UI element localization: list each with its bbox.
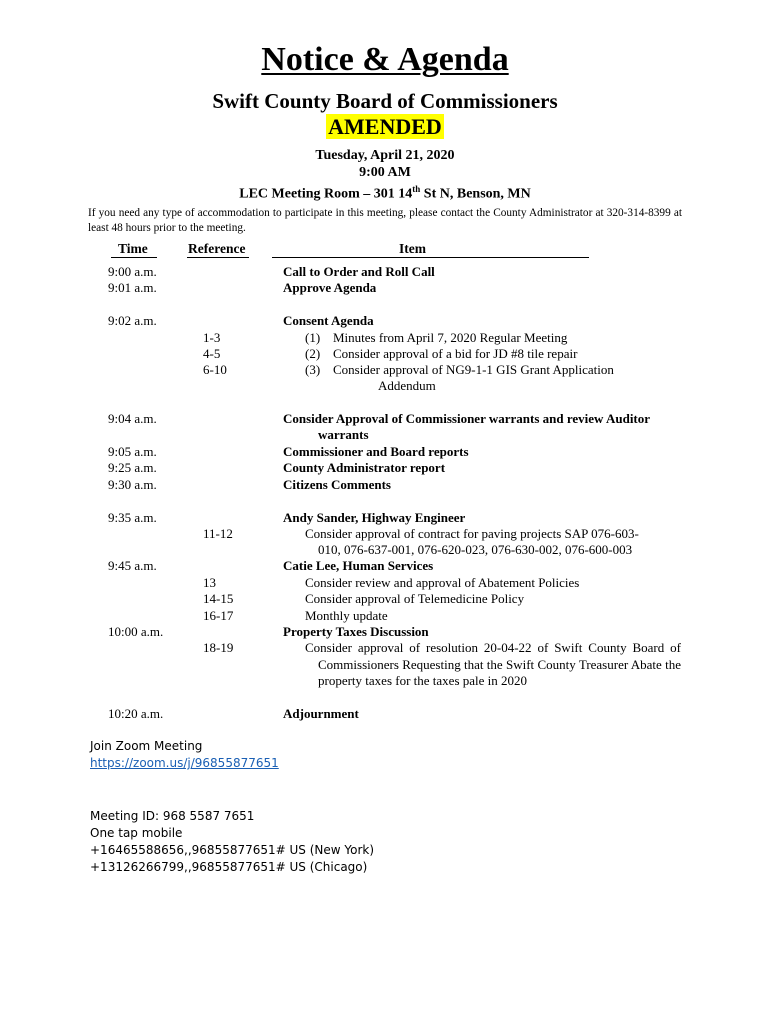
reference-number: 14-15 — [203, 591, 234, 606]
accommodation-notice: If you need any type of accommodation to participate in this meeting, please contact the County Administrator at 320-314-8399 at least 48 hours prior to the meeting. — [88, 207, 682, 234]
location-text-end: St N, Benson, MN — [420, 186, 531, 202]
reference-number: 18-19 — [203, 640, 234, 655]
page-title: Notice & Agenda — [261, 41, 509, 78]
highway-subitem-continued — [283, 542, 681, 559]
zoom-phone-new-york: +16465588656,,96855877651# US (New York) — [90, 843, 375, 857]
zoom-meeting-link[interactable]: https://zoom.us/j/96855877651 — [90, 756, 279, 770]
consent-subitem-continued — [283, 378, 681, 395]
agenda-item-citizens-comments: Citizens Comments — [283, 477, 391, 492]
reference-number: 16-17 — [203, 608, 234, 623]
item-number: (1) — [305, 330, 321, 345]
item-number: (3) — [305, 362, 321, 377]
subitem-text: 010, 076-637-001, 076-620-023, 076-630-002, 076-600-003 — [318, 542, 633, 557]
human-services-subitem — [283, 591, 681, 608]
agenda-time: 9:35 a.m. — [108, 510, 157, 525]
subitem-text: Consider approval of contract for paving projects SAP 076-603- — [305, 526, 639, 541]
agenda-time: 9:45 a.m. — [108, 558, 157, 573]
property-taxes-subitem: Consider approval of resolution 20-04-22 of Swift County Board of Commissioners Requesting that the Swift County Treasurer Abate the property taxes for the taxes pale in 2020 — [305, 640, 681, 688]
subitem-text: Minutes from April 7, 2020 Regular Meeting — [333, 330, 568, 345]
subitem-text: Addendum — [378, 378, 436, 393]
zoom-join-label: Join Zoom Meeting — [90, 739, 203, 753]
agenda-item-approve-agenda: Approve Agenda — [283, 280, 377, 295]
agenda-item-property-taxes: Property Taxes Discussion — [283, 624, 429, 639]
agenda-item-warrants-continued — [283, 427, 681, 444]
agenda-time: 10:20 a.m. — [108, 706, 164, 721]
column-header-time: Time — [118, 241, 148, 256]
agenda-item-warrants: Consider Approval of Commissioner warrants and review Auditor — [283, 411, 651, 426]
zoom-meeting-id: Meeting ID: 968 5587 7651 — [90, 809, 255, 823]
meeting-time: 9:00 AM — [359, 165, 411, 180]
item-number: (2) — [305, 346, 321, 361]
amended-label: AMENDED — [328, 114, 442, 139]
divider — [272, 257, 589, 258]
divider — [187, 257, 249, 258]
board-name: Swift County Board of Commissioners — [212, 89, 558, 113]
location-text: LEC Meeting Room – 301 14 — [239, 186, 413, 202]
subitem-text: Monthly update — [305, 608, 388, 623]
divider — [111, 257, 157, 258]
amended-banner — [0, 113, 770, 141]
zoom-one-tap-label: One tap mobile — [90, 826, 183, 840]
subitem-text: Consider approval of NG9-1-1 GIS Grant Application — [333, 362, 614, 377]
reference-number: 6-10 — [203, 362, 227, 377]
human-services-subitem — [283, 608, 681, 625]
agenda-item-board-reports: Commissioner and Board reports — [283, 444, 469, 459]
agenda-item-human-services: Catie Lee, Human Services — [283, 558, 434, 573]
highway-subitem — [283, 526, 681, 543]
reference-number: 13 — [203, 575, 216, 590]
zoom-phone-chicago: +13126266799,,96855877651# US (Chicago) — [90, 860, 368, 874]
agenda-item-adjournment: Adjournment — [283, 706, 359, 721]
agenda-item-consent: Consent Agenda — [283, 313, 374, 328]
subitem-text: Consider review and approval of Abatement Policies — [305, 575, 580, 590]
consent-subitem — [283, 330, 681, 347]
agenda-item-highway: Andy Sander, Highway Engineer — [283, 510, 466, 525]
agenda-item-admin-report: County Administrator report — [283, 460, 446, 475]
human-services-subitem — [283, 575, 681, 592]
agenda-time: 9:30 a.m. — [108, 477, 157, 492]
agenda-time: 9:01 a.m. — [108, 280, 157, 295]
agenda-time: 9:00 a.m. — [108, 264, 157, 279]
reference-number: 11-12 — [203, 526, 233, 541]
agenda-time: 10:00 a.m. — [108, 624, 164, 639]
subitem-text: Consider approval of Telemedicine Policy — [305, 591, 525, 606]
agenda-time: 9:05 a.m. — [108, 444, 157, 459]
column-header-item: Item — [399, 241, 426, 256]
location-sup: th — [412, 184, 421, 194]
subitem-text: Consider approval of a bid for JD #8 tile repair — [333, 346, 578, 361]
consent-subitem — [283, 362, 681, 379]
agenda-item-call-to-order: Call to Order and Roll Call — [283, 264, 435, 279]
agenda-time: 9:04 a.m. — [108, 411, 157, 426]
reference-number: 1-3 — [203, 330, 221, 345]
meeting-location — [0, 181, 770, 203]
column-header-reference: Reference — [188, 241, 246, 256]
meeting-date: Tuesday, April 21, 2020 — [315, 148, 455, 163]
agenda-time: 9:02 a.m. — [108, 313, 157, 328]
agenda-time: 9:25 a.m. — [108, 460, 157, 475]
item-text: warrants — [318, 427, 369, 442]
meeting-info — [0, 147, 770, 203]
reference-number: 4-5 — [203, 346, 221, 361]
consent-subitem — [283, 346, 681, 363]
